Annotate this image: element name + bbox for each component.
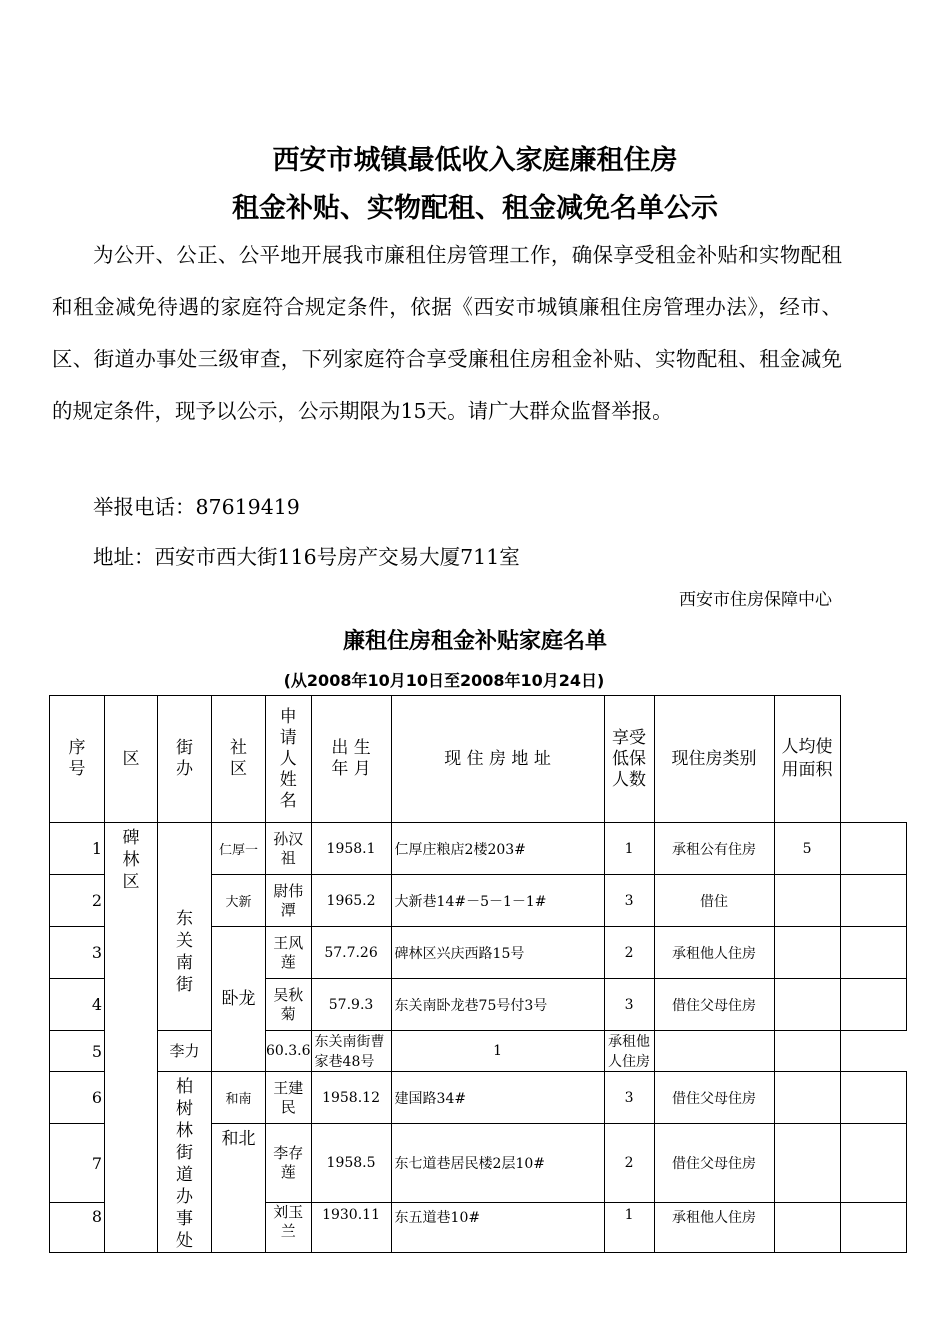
header-street: 街办 bbox=[158, 696, 212, 823]
cell-persons: 3 bbox=[604, 979, 654, 1031]
cell-name: 李存莲 bbox=[266, 1124, 312, 1203]
cell-address: 东七道巷居民楼2层10# bbox=[391, 1124, 604, 1203]
cell-area bbox=[774, 1072, 840, 1124]
cell-persons: 2 bbox=[604, 1124, 654, 1203]
cell-persons: 2 bbox=[604, 927, 654, 979]
street-label-1: 东关南街 bbox=[176, 909, 193, 996]
cell-community: 和北 bbox=[212, 1124, 266, 1253]
cell-street bbox=[158, 1072, 212, 1253]
cell-area bbox=[774, 875, 840, 927]
cell-seq: 2 bbox=[50, 875, 105, 927]
cell-address: 建国路34# bbox=[391, 1072, 604, 1124]
cell-name: 李力 bbox=[158, 1031, 212, 1072]
cell-extra bbox=[774, 1031, 840, 1072]
header-address: 现 住 房 地 址 bbox=[391, 696, 604, 823]
cell-address: 东五道巷10# bbox=[391, 1203, 604, 1253]
header-blank bbox=[840, 696, 906, 823]
cell-housing-type: 借住父母住房 bbox=[654, 1072, 774, 1124]
cell-birth: 57.9.3 bbox=[311, 979, 391, 1031]
cell-extra bbox=[840, 1203, 906, 1253]
cell-extra bbox=[840, 1124, 906, 1203]
cell-area bbox=[774, 979, 840, 1031]
cell-housing-type: 承租他人住房 bbox=[654, 1203, 774, 1253]
cell-address: 仁厚庄粮店2楼203# bbox=[391, 823, 604, 875]
cell-persons: 1 bbox=[391, 1031, 604, 1072]
cell-name: 吴秋菊 bbox=[266, 979, 312, 1031]
report-phone: 举报电话：87619419 bbox=[93, 495, 300, 519]
intro-paragraph: 为公开、公正、公平地开展我市廉租住房管理工作，确保享受租金补贴和实物配租和租金减免待遇的家庭符合规定条件，依据《西安市城镇廉租住房管理办法》，经市、区、街道办事处三级审查，下列家庭符合享受廉租住房租金补贴、实物配租、租金减免的规定条件，现予以公示，公示期限为15天。请广大群众监督举报。 bbox=[52, 243, 842, 423]
table-row bbox=[50, 823, 907, 875]
header-district: 区 bbox=[105, 696, 158, 823]
header-seq: 序号 bbox=[50, 696, 105, 823]
cell-housing-type: 借住 bbox=[654, 875, 774, 927]
date-range: (从2008年10月10日至2008年10月24日) bbox=[283, 671, 605, 690]
cell-housing-type: 借住父母住房 bbox=[654, 1124, 774, 1203]
cell-address: 东关南卧龙巷75号付3号 bbox=[391, 979, 604, 1031]
cell-housing-type: 承租他人住房 bbox=[654, 927, 774, 979]
cell-street-blank bbox=[158, 823, 212, 875]
street-label-2: 柏树林街道办事处 bbox=[176, 1077, 193, 1251]
table-row bbox=[50, 875, 907, 927]
cell-birth: 60.3.6 bbox=[266, 1031, 312, 1072]
cell-seq: 4 bbox=[50, 979, 105, 1031]
cell-name: 王建民 bbox=[266, 1072, 312, 1124]
table-row bbox=[50, 1031, 907, 1072]
table-header-row bbox=[50, 696, 907, 823]
cell-persons: 3 bbox=[604, 875, 654, 927]
cell-seq: 3 bbox=[50, 927, 105, 979]
cell-seq: 5 bbox=[50, 1031, 105, 1072]
header-persons: 享受低保人数 bbox=[604, 696, 654, 823]
report-address: 地址：西安市西大街116号房产交易大厦711室 bbox=[93, 545, 520, 569]
cell-address: 碑林区兴庆西路15号 bbox=[391, 927, 604, 979]
header-community: 社区 bbox=[212, 696, 266, 823]
cell-name: 孙汉祖 bbox=[266, 823, 312, 875]
cell-persons: 1 bbox=[604, 1203, 654, 1253]
cell-district bbox=[105, 823, 158, 1253]
header-birth: 出 生 年 月 bbox=[311, 696, 391, 823]
issuing-organization: 西安市住房保障中心 bbox=[679, 590, 832, 610]
cell-area bbox=[774, 927, 840, 979]
cell-community: 大新 bbox=[212, 875, 266, 927]
cell-area: 5 bbox=[774, 823, 840, 875]
header-housing-type: 现住房类别 bbox=[654, 696, 774, 823]
cell-persons: 1 bbox=[604, 823, 654, 875]
district-label: 碑林区 bbox=[122, 828, 140, 892]
cell-birth: 1965.2 bbox=[311, 875, 391, 927]
cell-birth: 1958.12 bbox=[311, 1072, 391, 1124]
cell-persons: 3 bbox=[604, 1072, 654, 1124]
cell-area bbox=[654, 1031, 774, 1072]
cell-extra bbox=[840, 875, 906, 927]
cell-seq: 1 bbox=[50, 823, 105, 875]
cell-name: 王风莲 bbox=[266, 927, 312, 979]
cell-birth: 1930.11 bbox=[311, 1203, 391, 1253]
cell-housing-type: 借住父母住房 bbox=[654, 979, 774, 1031]
document-title-line1: 西安市城镇最低收入家庭廉租住房 bbox=[272, 145, 678, 176]
cell-seq: 7 bbox=[50, 1124, 105, 1203]
table-title: 廉租住房租金补贴家庭名单 bbox=[342, 629, 607, 654]
cell-extra bbox=[840, 927, 906, 979]
cell-housing-type: 承租他人住房 bbox=[604, 1031, 654, 1072]
cell-community: 和南 bbox=[212, 1072, 266, 1124]
cell-community: 卧龙 bbox=[212, 927, 266, 1072]
cell-address: 东关南街曹家巷48号 bbox=[311, 1031, 391, 1072]
cell-name: 尉伟潭 bbox=[266, 875, 312, 927]
cell-birth: 1958.1 bbox=[311, 823, 391, 875]
family-roster-table bbox=[49, 695, 907, 1253]
header-area: 人均使用面积 bbox=[774, 696, 840, 823]
cell-area bbox=[774, 1124, 840, 1203]
cell-address: 大新巷14#－5－1－1# bbox=[391, 875, 604, 927]
header-name: 申请人姓名 bbox=[266, 696, 312, 823]
cell-birth: 1958.5 bbox=[311, 1124, 391, 1203]
cell-housing-type: 承租公有住房 bbox=[654, 823, 774, 875]
cell-community: 仁厚一 bbox=[212, 823, 266, 875]
cell-name: 刘玉兰 bbox=[266, 1203, 312, 1253]
cell-seq: 6 bbox=[50, 1072, 105, 1124]
cell-seq: 8 bbox=[50, 1203, 105, 1253]
cell-street bbox=[158, 875, 212, 1031]
cell-extra bbox=[840, 979, 906, 1031]
cell-extra bbox=[840, 1072, 906, 1124]
table-row bbox=[50, 1072, 907, 1124]
document-title-line2: 租金补贴、实物配租、租金减免名单公示 bbox=[232, 193, 718, 224]
cell-birth: 57.7.26 bbox=[311, 927, 391, 979]
cell-area bbox=[774, 1203, 840, 1253]
cell-extra bbox=[840, 823, 906, 875]
